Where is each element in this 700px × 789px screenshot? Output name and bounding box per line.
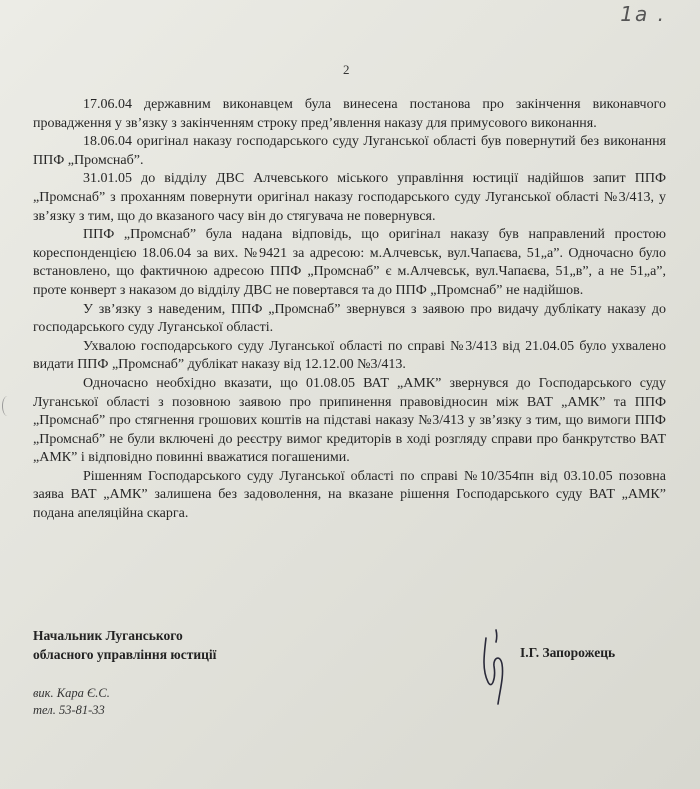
paragraph: 18.06.04 оригінал наказу господарського суду Луганської області був повернутий без виконання ППФ „Промснаб”. [33, 134, 666, 168]
paragraph: 31.01.05 до відділу ДВС Алчевського міського управління юстиції надійшов запит ППФ „Промснаб” з проханням повернути оригінал наказу господарського суду Луганської області №3/413, у зв’язку з тим, що до вказаного часу він до стягувача не повернувся. [33, 171, 666, 224]
page-number: 2 [343, 62, 350, 77]
handwritten-signature [470, 620, 520, 710]
signature-title-line: обласного управління юстиції [33, 647, 217, 662]
paragraph: Одночасно необхідно вказати, що 01.08.05 ВАТ „АМК” звернувся до Господарського суду Луганської області з позовною заявою про припинення правовідносин між ВАТ „АМК” та ППФ „Промснаб” про стягнення грошових коштів на підставі наказу №3/413 у зв’язку з тим, що вимоги ППФ „Промснаб” не були включені до реєстру вимог кредиторів в ході розгляду справи про банкрутство ВАТ „АМК” і відповідно повинні вважатися погашеними. [33, 375, 666, 466]
paragraph: Ухвалою господарського суду Луганської області по справі №3/413 від 21.04.05 було ухвалено видати ППФ „Промснаб” дублікат наказу від 12.12.00 №3/413. [33, 338, 666, 373]
show-through-text [340, 540, 660, 620]
letter-body [33, 96, 666, 524]
paragraph: Рішенням Господарського суду Луганської області по справі №10/354пн від 03.10.05 позовна заява ВАТ „АМК” залишена без задоволення, на вказане рішення Господарського суду ВАТ „АМК” подана апеляційна скарга. [33, 468, 666, 522]
punch-hole-mark [2, 396, 13, 416]
paragraph: 17.06.04 державним виконавцем була винесена постанова про закінчення виконавчого провадження у зв’язку з закінченням строку пред’явлення наказу для примусового виконання. [33, 97, 666, 131]
executor-phone: тел. 53-81-33 [33, 703, 105, 717]
executor-info [33, 685, 110, 719]
handwritten-corner-mark: 1a . [620, 2, 666, 26]
paragraph: ППФ „Промснаб” була надана відповідь, що оригінал наказу був направлений простою кореспонденцією 18.06.04 за вих. №9421 за адресою: м.Алчевськ, вул.Чапаєва, 51„а”. Одночасно було встановлено, що фактичною адресою ППФ „Промснаб” є м.Алчевськ, вул.Чапаєва, 51„в”, а не 51„а”, проте конверт з наказом до відділу ДВС не повертався та до ППФ „Промснаб” не надійшов. [33, 227, 666, 298]
executor-name: вик. Кара Є.С. [33, 686, 110, 700]
signatory-name: І.Г. Запорожець [520, 645, 616, 660]
signature-title-line: Начальник Луганського [33, 628, 183, 643]
paragraph: У зв’язку з наведеним, ППФ „Промснаб” звернувся з заявою про видачу дублікату наказу до господарського суду Луганської області. [33, 301, 666, 336]
